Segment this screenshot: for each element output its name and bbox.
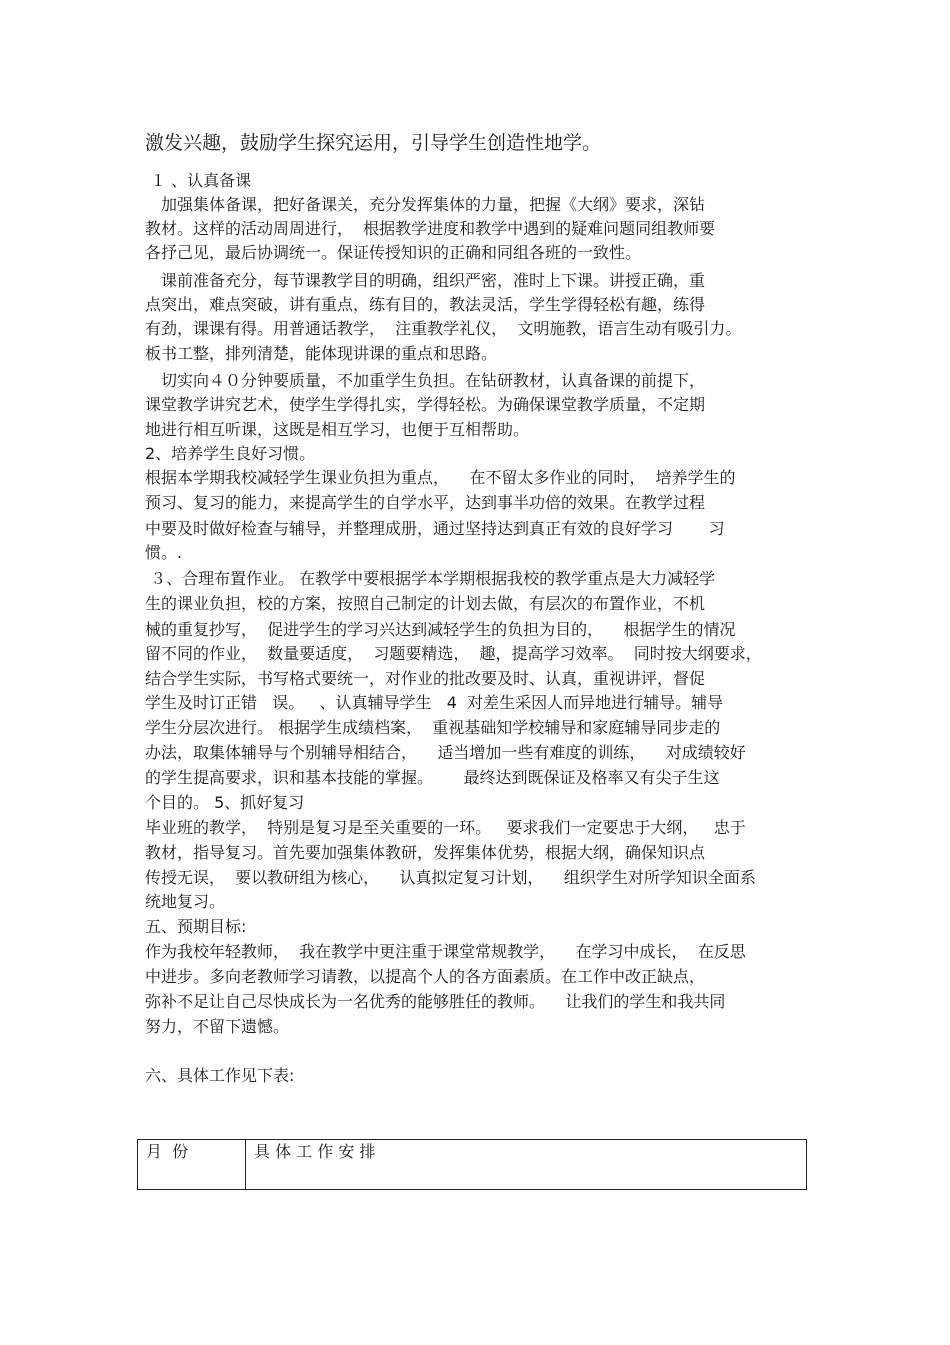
- text-line: 教材，指导复习。首先要加强集体教研，发挥集体优势，根据大纲，确保知识点: [145, 843, 706, 862]
- text-line: １ 、认真备课: [145, 171, 252, 190]
- table-header-month: 月 份: [146, 1142, 189, 1161]
- text-line: 课堂教学讲究艺术，使学生学得扎实，学得轻松。为确保课堂教学质量，不定期: [145, 395, 706, 414]
- text-line: 预习、复习的能力，来提高学生的自学水平，达到事半功倍的效果。在教学过程: [145, 493, 706, 512]
- text-line: ３、合理布置作业。 在教学中要根据学本学期根据我校的教学重点是大力减轻学: [145, 569, 716, 588]
- text-line: 教材。这样的活动周周进行， 根据教学进度和教学中遇到的疑难问题同组教师要: [145, 219, 716, 238]
- text-line: 努力，不留下遗憾。: [145, 1017, 290, 1036]
- work-schedule-table: [137, 1139, 807, 1190]
- table-column-divider: [245, 1140, 246, 1189]
- text-line: 惯。.: [145, 543, 183, 562]
- text-line: 五、预期目标:: [145, 917, 247, 936]
- text-line: 中进步。多向老教师学习请教，以提高个人的各方面素质。在工作中改正缺点，: [145, 967, 706, 986]
- text-line: 各抒己见，最后协调统一。保证传授知识的正确和同组各班的一致性。: [145, 243, 642, 262]
- text-line: 地进行相互听课，这既是相互学习，也便于互相帮助。: [145, 420, 530, 439]
- table-header-work-plan: 具 体 工 作 安 排: [254, 1142, 376, 1161]
- text-line: 点突出，难点突破，讲有重点，练有目的，教法灵活，学生学得轻松有趣，练得: [145, 295, 706, 314]
- text-line: 课前准备充分，每节课教学目的明确，组织严密，准时上下课。讲授正确，重: [145, 271, 706, 290]
- text-line: 传授无误， 要以教研组为核心， 认真拟定复习计划， 组织学生对所学知识全面系: [145, 868, 756, 887]
- text-line: 个目的。 5、抓好复习: [145, 793, 305, 812]
- text-line: 作为我校年轻教师， 我在教学中更注重于课堂常规教学， 在学习中成长， 在反思: [145, 942, 746, 961]
- text-line: 激发兴趣，鼓励学生探究运用，引导学生创造性地学。: [145, 132, 602, 154]
- text-line: 根据本学期我校减轻学生课业负担为重点， 在不留太多作业的同时， 培养学生的: [145, 468, 736, 487]
- text-line: 结合学生实际，书写格式要统一，对作业的批改要及时、认真，重视讲评，督促: [145, 669, 706, 688]
- text-line: 中要及时做好检查与辅导，并整理成册，通过坚持达到真正有效的良好学习 习: [145, 519, 725, 538]
- text-line: 有劲，课课有得。用普通话教学， 注重教学礼仪， 文明施教，语言生动有吸引力。: [145, 319, 742, 338]
- text-line: 留不同的作业， 数量要适度， 习题要精选， 趣，提高学习效率。 同时按大纲要求，: [145, 644, 762, 663]
- text-line: 切实向４０分钟要质量，不加重学生负担。在钻研教材，认真备课的前提下，: [145, 371, 706, 390]
- text-line: 弥补不足让自己尽快成长为一名优秀的能够胜任的教师。 让我们的学生和我共同: [145, 992, 726, 1011]
- text-line: 学生分层次进行。 根据学生成绩档案， 重视基础知学校辅导和家庭辅导同步走的: [145, 718, 721, 737]
- text-line: 办法，取集体辅导与个别辅导相结合， 适当增加一些有难度的训练， 对成绩较好: [145, 743, 746, 762]
- text-line: 六、具体工作见下表:: [145, 1066, 295, 1085]
- text-line: 毕业班的教学， 特别是复习是至关重要的一环。 要求我们一定要忠于大纲， 忠于: [145, 818, 746, 837]
- text-line: 板书工整，排列清楚，能体现讲课的重点和思路。: [145, 344, 498, 363]
- text-line: 生的课业负担，校的方案，按照自己制定的计划去做，有层次的布置作业，不机: [145, 594, 706, 613]
- text-line: 加强集体备课，把好备课关，充分发挥集体的力量，把握《大纲》要求，深钻: [145, 195, 706, 214]
- text-line: 统地复习。: [145, 892, 226, 911]
- text-line: 械的重复抄写， 促进学生的学习兴达到减轻学生的负担为目的， 根据学生的情况: [145, 620, 736, 639]
- text-line: 学生及时订正错 误。 、认真辅导学生 4 对差生采因人而异地进行辅导。辅导: [145, 693, 724, 712]
- text-line: 2、培养学生良好习惯。: [145, 444, 316, 463]
- text-line: 的学生提高要求，识和基本技能的掌握。 最终达到既保证及格率又有尖子生这: [145, 768, 720, 787]
